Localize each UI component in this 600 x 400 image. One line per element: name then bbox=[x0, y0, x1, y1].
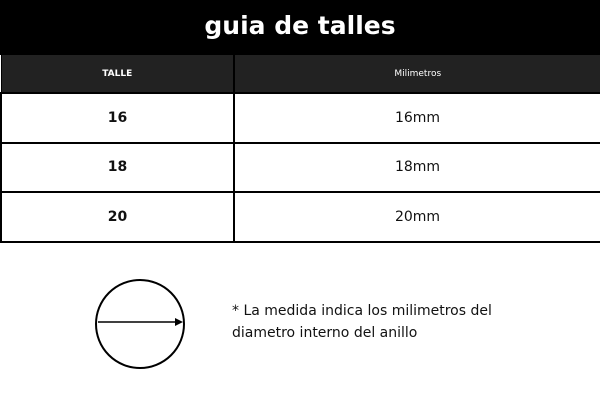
table-header-row bbox=[1, 55, 600, 93]
milimetros-cell: 16mm bbox=[234, 93, 600, 143]
table-row bbox=[1, 143, 600, 193]
title-bar bbox=[0, 0, 600, 55]
table-row bbox=[1, 192, 600, 242]
milimetros-cell: 18mm bbox=[234, 143, 600, 193]
note-line-1: * La medida indica los milimetros del bbox=[232, 303, 492, 319]
milimetros-cell: 20mm bbox=[234, 192, 600, 242]
diameter-arrowhead bbox=[175, 318, 183, 326]
talle-cell: 18 bbox=[1, 143, 234, 193]
ring-outline bbox=[96, 280, 184, 368]
measurement-note bbox=[232, 300, 572, 344]
table-row bbox=[1, 93, 600, 143]
note-line-2: diametro interno del anillo bbox=[232, 325, 418, 341]
page-title: guia de talles bbox=[204, 11, 396, 40]
column-header-milimetros: Milimetros bbox=[234, 55, 600, 93]
talle-cell: 20 bbox=[1, 192, 234, 242]
ring-diameter-icon bbox=[94, 278, 186, 370]
size-table bbox=[0, 55, 600, 243]
talle-cell: 16 bbox=[1, 93, 234, 143]
column-header-talle: TALLE bbox=[1, 55, 234, 93]
